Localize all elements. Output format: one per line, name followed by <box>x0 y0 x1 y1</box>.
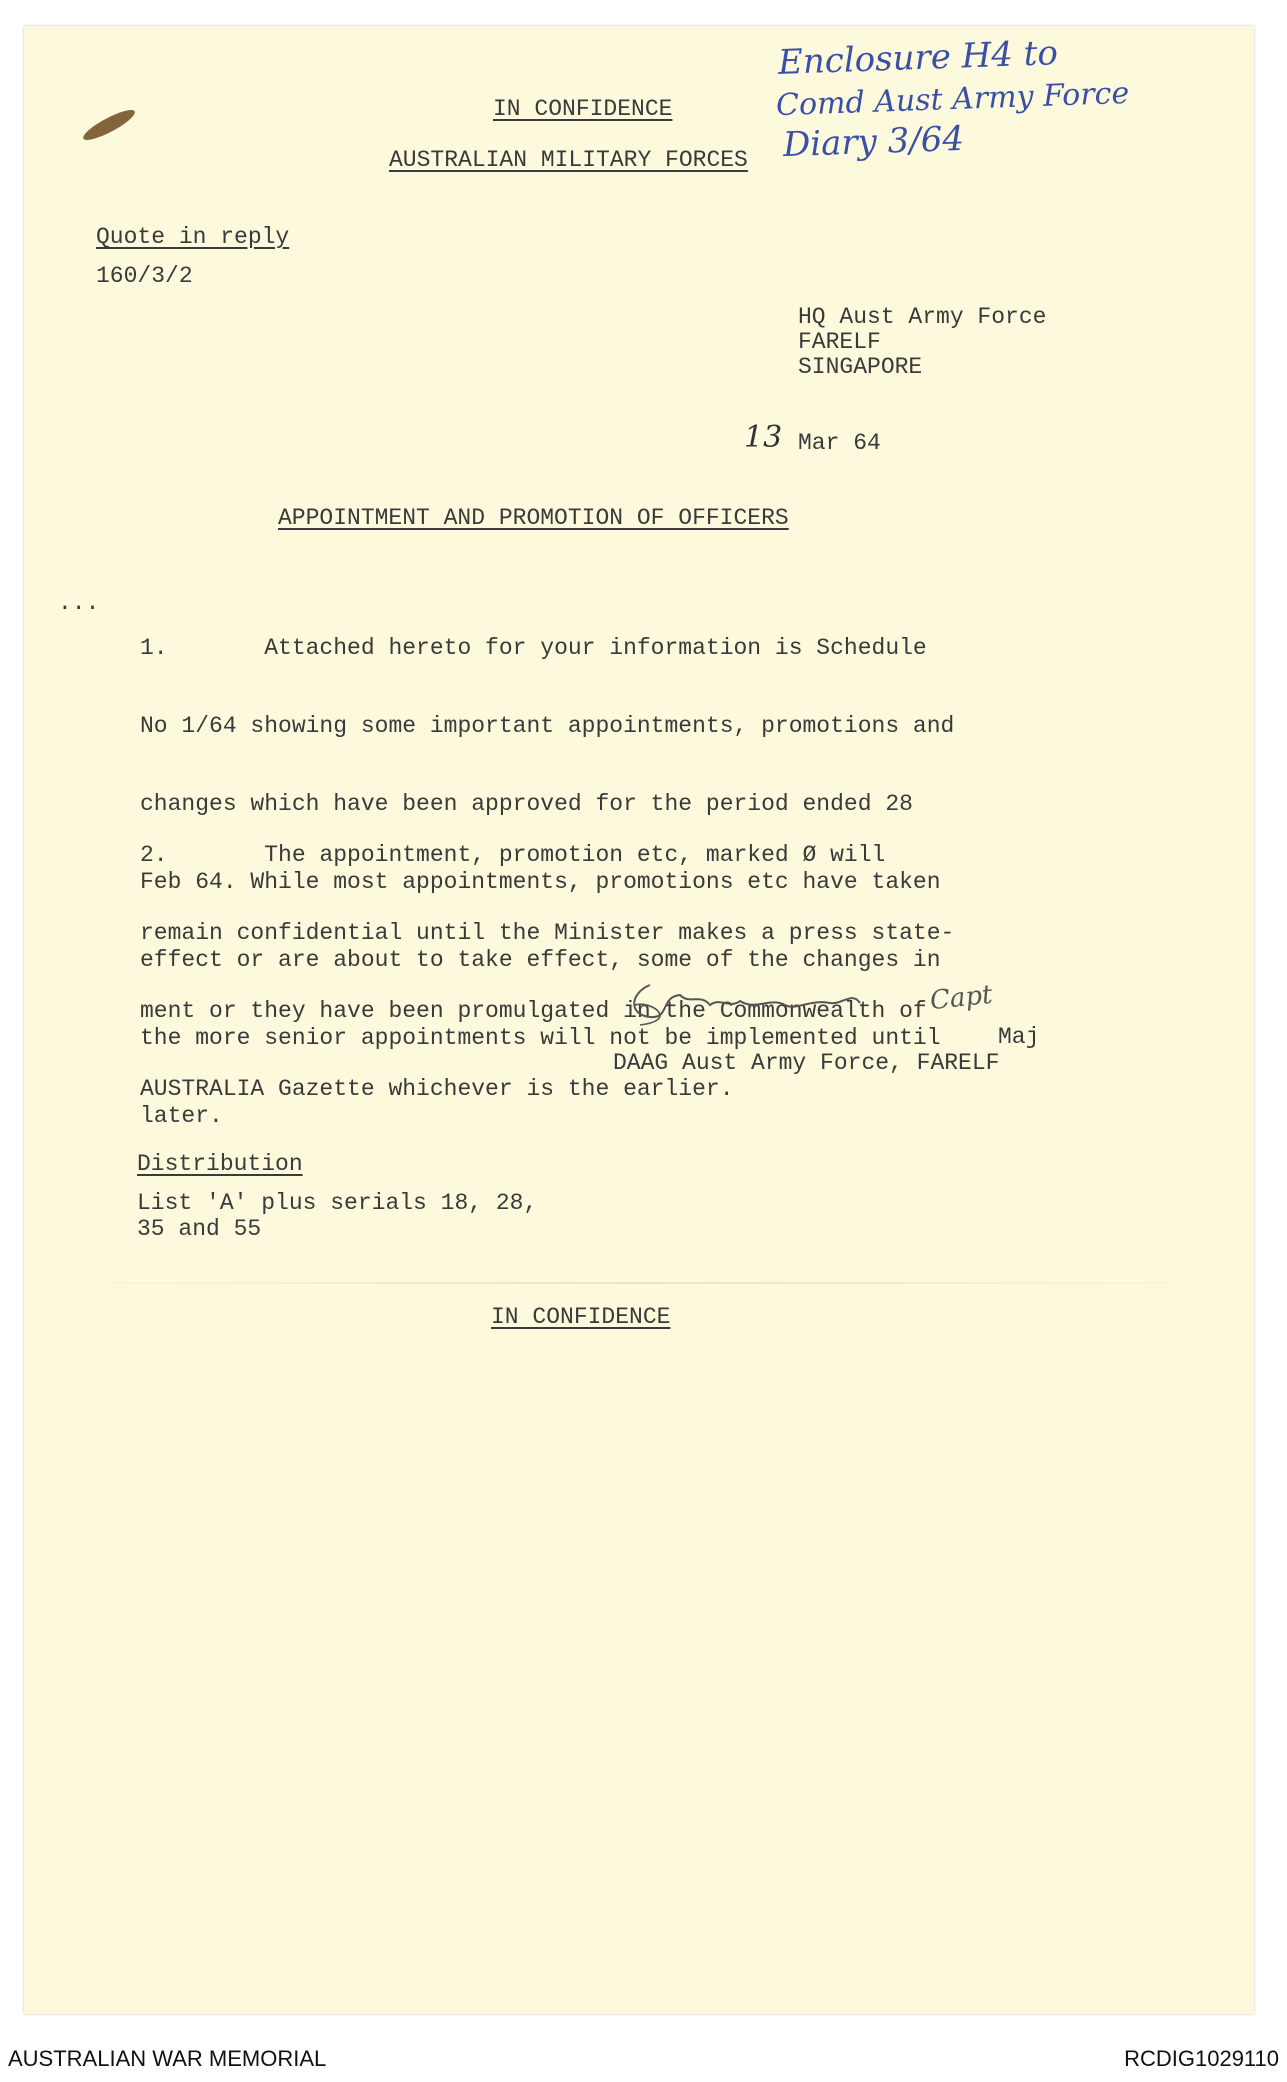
classification-top: IN CONFIDENCE <box>493 96 673 122</box>
date-month-year: Mar 64 <box>798 430 881 456</box>
margin-mark: ... <box>58 590 100 616</box>
paragraph-1-line: Feb 64. While most appointments, promotions etc have taken <box>140 869 941 895</box>
paragraph-2 <box>140 790 1060 1128</box>
typed-rank: Maj <box>998 1024 1040 1050</box>
annotation-line-3: Diary 3/64 <box>782 118 965 166</box>
archive-name: AUSTRALIAN WAR MEMORIAL <box>8 2046 327 2071</box>
annotation-line-1: Enclosure H4 to <box>777 33 1059 83</box>
signature-block: DAAG Aust Army Force, FARELF <box>613 1050 1000 1076</box>
distribution-line-1: List 'A' plus serials 18, 28, <box>137 1190 538 1216</box>
paragraph-2-line: ment or they have been promulgated in the Commonwealth of <box>140 998 927 1024</box>
paragraph-1-line: later. <box>140 1103 223 1129</box>
archive-reference: RCDIG1029110 <box>1124 2046 1279 2071</box>
paragraph-1-line: No 1/64 showing some important appointments, promotions and <box>140 713 955 739</box>
distribution-heading: Distribution <box>137 1151 303 1177</box>
paragraph-1-line: effect or are about to take effect, some of the changes in <box>140 947 941 973</box>
fold-line <box>24 1282 1254 1284</box>
reference-number: 160/3/2 <box>96 263 193 289</box>
paragraph-1-line: 1. Attached hereto for your information is Schedule <box>140 635 927 661</box>
quote-in-reply-label: Quote in reply <box>96 224 290 250</box>
distribution-line-2: 35 and 55 <box>137 1216 262 1242</box>
date-day-handwritten: 13 <box>744 420 783 455</box>
address-line-1: HQ Aust Army Force <box>798 304 1047 330</box>
paragraph-1-line: the more senior appointments will not be implemented until <box>140 1025 941 1051</box>
paragraph-1-line: changes which have been approved for the period ended 28 <box>140 791 913 817</box>
organisation-title: AUSTRALIAN MILITARY FORCES <box>389 147 748 173</box>
subject-heading: APPOINTMENT AND PROMOTION OF OFFICERS <box>278 505 789 531</box>
classification-bottom: IN CONFIDENCE <box>491 1304 671 1330</box>
paragraph-2-line: remain confidential until the Minister makes a press state- <box>140 920 955 946</box>
address-line-3: SINGAPORE <box>798 354 923 380</box>
paragraph-2-line: 2. The appointment, promotion etc, marked Ø will <box>140 842 886 868</box>
address-line-2: FARELF <box>798 329 881 355</box>
handwritten-rank: Capt <box>928 979 994 1017</box>
annotation-line-2: Comd Aust Army Force <box>775 75 1130 124</box>
paragraph-2-line: AUSTRALIA Gazette whichever is the earlier. <box>140 1076 734 1102</box>
